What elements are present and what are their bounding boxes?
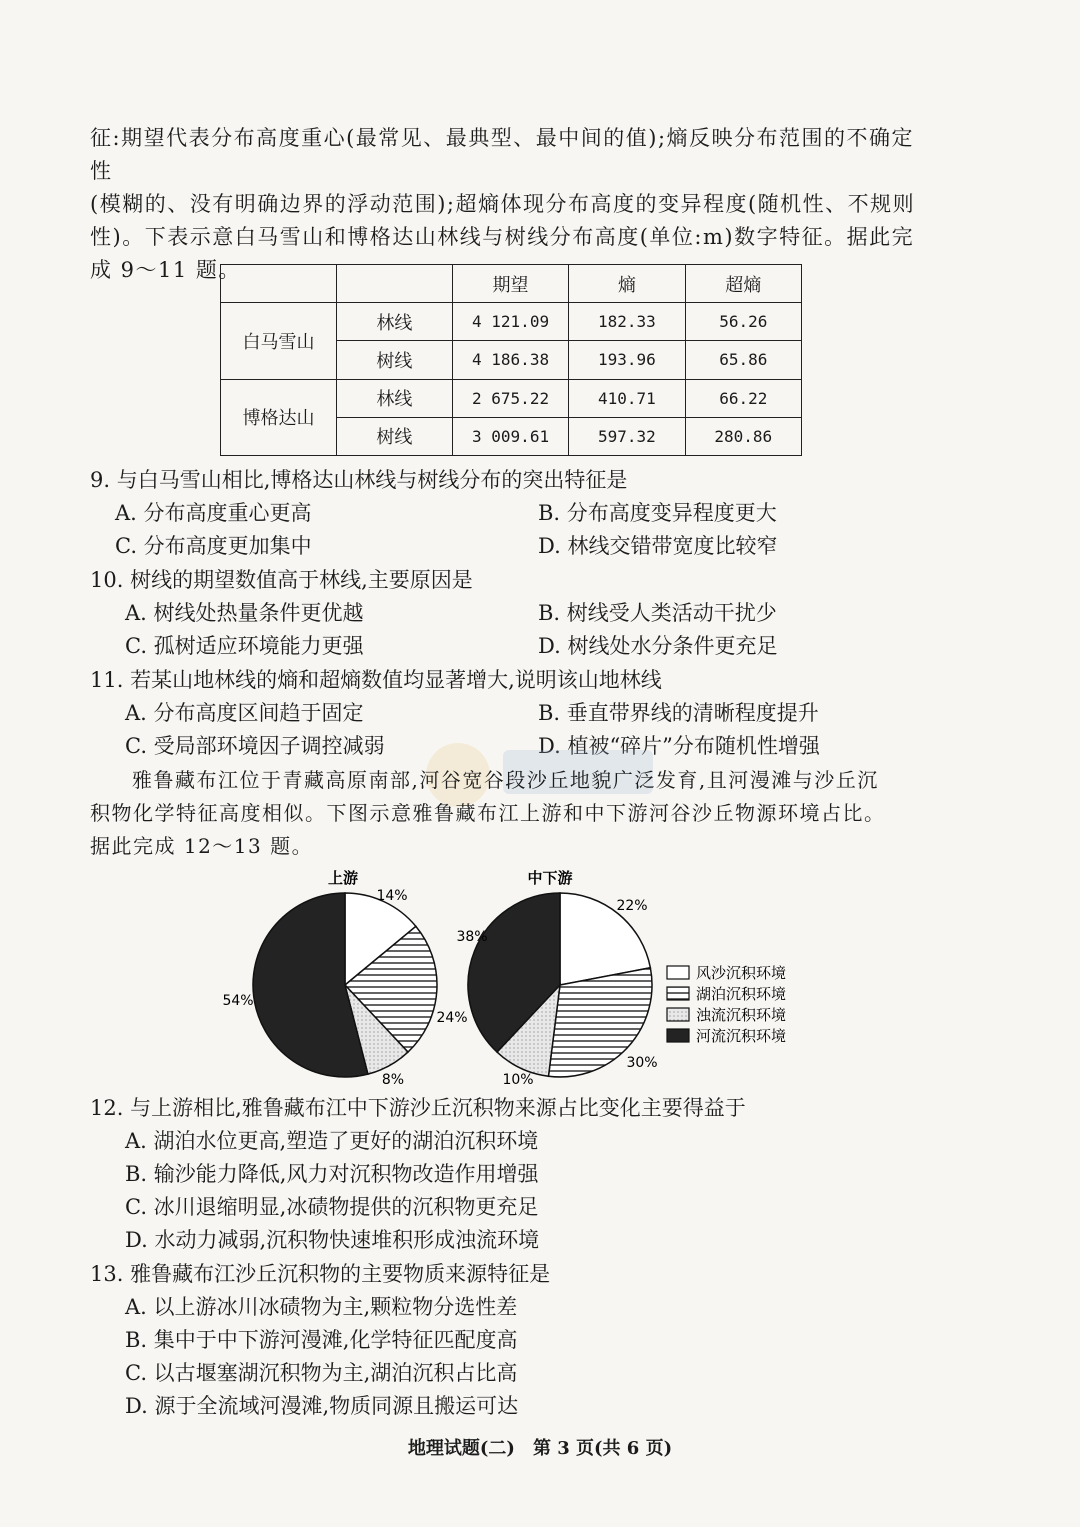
pie-data-label: 54%: [222, 993, 254, 1009]
question-11-option-a: A. 分布高度区间趋于固定: [125, 701, 364, 725]
table-cell: 4 121.09: [452, 303, 568, 341]
question-10-option-b: B. 树线受人类活动干扰少: [538, 601, 777, 625]
legend-label: 浊流沉积环境: [696, 1006, 787, 1024]
question-9-option-a: A. 分布高度重心更高: [115, 501, 312, 525]
table-header-hyper-entropy: 超熵: [685, 265, 801, 303]
treeline-stats-table: [220, 264, 802, 456]
pie-title: 上游: [327, 870, 359, 887]
table-row: [221, 379, 802, 417]
table-cell: 66.22: [685, 379, 801, 417]
question-13-option-b: B. 集中于中下游河漫滩,化学特征匹配度高: [125, 1328, 518, 1352]
intro-line: 成 9～11 题。: [90, 258, 241, 282]
legend-swatch: [667, 966, 689, 979]
question-12-option-a: A. 湖泊水位更高,塑造了更好的湖泊沉积环境: [125, 1129, 539, 1153]
table-cell: 4 186.38: [452, 341, 568, 379]
legend-label: 河流沉积环境: [696, 1027, 787, 1045]
passage-line: 雅鲁藏布江位于青藏高原南部,河谷宽谷段沙丘地貌广泛发育,且河漫滩与沙丘沉: [132, 768, 879, 792]
question-9-option-b: B. 分布高度变异程度更大: [538, 501, 777, 525]
question-12-stem: 12. 与上游相比,雅鲁藏布江中下游沙丘沉积物来源占比变化主要得益于: [90, 1096, 746, 1120]
table-header-row: [221, 265, 802, 303]
intro-line: 性)。下表示意白马雪山和博格达山林线与树线分布高度(单位:m)数字特征。据此完: [90, 225, 915, 249]
question-11-option-c: C. 受局部环境因子调控减弱: [125, 734, 385, 758]
table-cell: 65.86: [685, 341, 801, 379]
intro-passage: [90, 122, 935, 287]
question-13-stem: 13. 雅鲁藏布江沙丘沉积物的主要物质来源特征是: [90, 1262, 551, 1286]
table-header-entropy: 熵: [569, 265, 685, 303]
table-cell: 182.33: [569, 303, 685, 341]
question-10-option-a: A. 树线处热量条件更优越: [125, 601, 364, 625]
page-footer: 地理试题(二) 第 3 页(共 6 页): [407, 1438, 673, 1459]
line-type: 林线: [336, 303, 452, 341]
table-cell: 410.71: [569, 379, 685, 417]
table-cell: 597.32: [569, 417, 685, 455]
pie-upstream: [222, 870, 467, 1088]
pie-data-label: 30%: [626, 1055, 658, 1071]
line-type: 树线: [336, 417, 452, 455]
question-9-stem: 9. 与白马雪山相比,博格达山林线与树线分布的突出特征是: [90, 468, 628, 492]
table-cell: 56.26: [685, 303, 801, 341]
pie-midlower: [456, 870, 657, 1088]
table-header-expectation: 期望: [452, 265, 568, 303]
question-12-option-c: C. 冰川退缩明显,冰碛物提供的沉积物更充足: [125, 1195, 539, 1219]
passage-line: 积物化学特征高度相似。下图示意雅鲁藏布江上游和中下游河谷沙丘物源环境占比。: [90, 801, 886, 825]
legend-swatch: [667, 1029, 689, 1042]
table-cell: 280.86: [685, 417, 801, 455]
legend-label: 风沙沉积环境: [696, 964, 787, 982]
question-11-option-b: B. 垂直带界线的清晰程度提升: [538, 701, 819, 725]
sediment-source-pie-charts: [200, 870, 840, 1090]
question-10-option-d: D. 树线处水分条件更充足: [538, 634, 778, 658]
question-13-option-c: C. 以古堰塞湖沉积物为主,湖泊沉积占比高: [125, 1361, 518, 1385]
question-11-stem: 11. 若某山地林线的熵和超熵数值均显著增大,说明该山地林线: [90, 668, 662, 692]
question-9-option-c: C. 分布高度更加集中: [115, 534, 312, 558]
question-10-stem: 10. 树线的期望数值高于林线,主要原因是: [90, 568, 473, 592]
pie-legend: [667, 964, 786, 1045]
line-type: 树线: [336, 341, 452, 379]
legend-swatch: [667, 1008, 689, 1021]
passage-line: 据此完成 12～13 题。: [90, 834, 314, 858]
pie-data-label: 10%: [502, 1072, 534, 1088]
intro-line: 征:期望代表分布高度重心(最常见、最典型、最中间的值);熵反映分布范围的不确定性: [90, 126, 915, 183]
question-9-option-d: D. 林线交错带宽度比较窄: [538, 534, 778, 558]
pie-data-label: 38%: [456, 929, 488, 945]
question-13-option-a: A. 以上游冰川冰碛物为主,颗粒物分选性差: [125, 1295, 518, 1319]
line-type: 林线: [336, 379, 452, 417]
legend-swatch: [667, 987, 689, 1000]
question-11-option-d: D. 植被“碎片”分布随机性增强: [538, 734, 820, 758]
table-cell: 2 675.22: [452, 379, 568, 417]
pie-title: 中下游: [527, 870, 573, 887]
table-cell: 3 009.61: [452, 417, 568, 455]
passage-yarlung: [90, 764, 940, 863]
table-cell: 193.96: [569, 341, 685, 379]
table-row: [221, 303, 802, 341]
intro-line: (模糊的、没有明确边界的浮动范围);超熵体现分布高度的变异程度(随机性、不规则: [90, 192, 916, 216]
pie-data-label: 14%: [376, 888, 408, 904]
mountain-name: 博格达山: [221, 379, 337, 455]
legend-label: 湖泊沉积环境: [696, 985, 787, 1003]
question-12-option-d: D. 水动力减弱,沉积物快速堆积形成浊流环境: [125, 1228, 540, 1252]
table-corner-cell: [336, 265, 452, 303]
question-12-option-b: B. 输沙能力降低,风力对沉积物改造作用增强: [125, 1162, 539, 1186]
pie-data-label: 8%: [381, 1072, 405, 1088]
question-10-option-c: C. 孤树适应环境能力更强: [125, 634, 364, 658]
table-corner-cell: [221, 265, 337, 303]
question-13-option-d: D. 源于全流域河漫滩,物质同源且搬运可达: [125, 1394, 519, 1418]
mountain-name: 白马雪山: [221, 303, 337, 379]
pie-data-label: 24%: [436, 1010, 468, 1026]
pie-data-label: 22%: [616, 898, 648, 914]
